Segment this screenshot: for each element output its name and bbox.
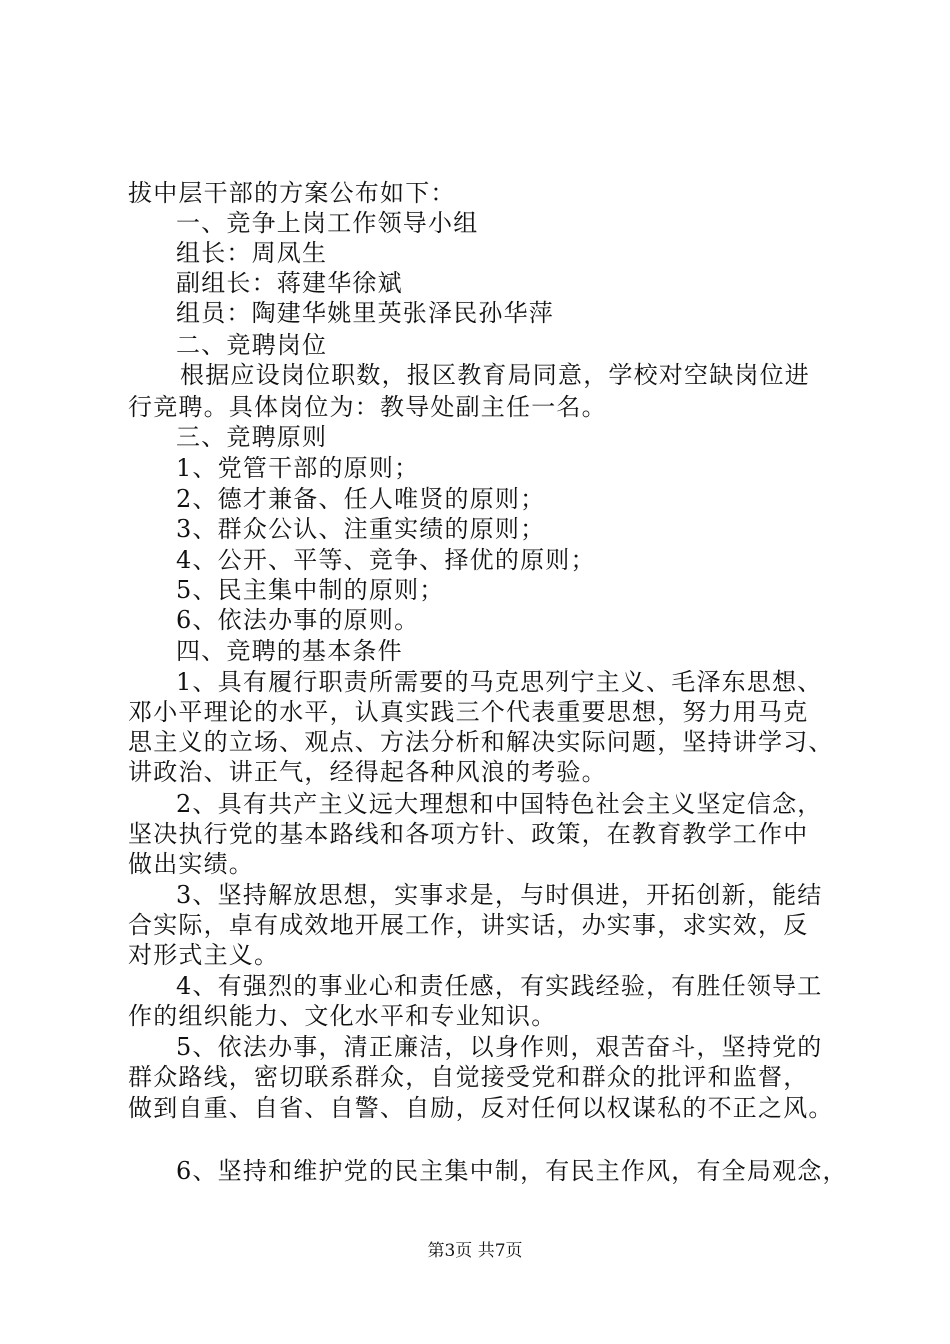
- text-line: 对形式主义。: [128, 941, 280, 969]
- section-heading: 一、竞争上岗工作领导小组: [176, 209, 479, 237]
- text-line: 作的组织能力、文化水平和专业知识。: [128, 1002, 557, 1030]
- list-item: 6、依法办事的原则。: [176, 606, 420, 634]
- text-line: 组员：陶建华姚里英张泽民孙华萍: [176, 299, 554, 327]
- text-line: 合实际，卓有成效地开展工作，讲实话，办实事，求实效，反: [128, 911, 809, 939]
- text-line: 副组长：蒋建华徐斌: [176, 269, 403, 297]
- text-line: 做出实绩。: [128, 850, 254, 878]
- list-item: 1、党管干部的原则；: [176, 454, 420, 482]
- text-line: 5、依法办事，清正廉洁，以身作则，艰苦奋斗，坚持党的: [176, 1033, 823, 1061]
- text-line: 群众路线，密切联系群众，自觉接受党和群众的批评和监督，: [128, 1063, 809, 1091]
- section-heading: 二、竞聘岗位: [176, 331, 328, 359]
- text-line: 思主义的立场、观点、方法分析和解决实际问题，坚持讲学习、: [128, 728, 834, 756]
- text-line: 1、具有履行职责所需要的马克思列宁主义、毛泽东思想、: [176, 668, 823, 696]
- text-line: 4、有强烈的事业心和责任感，有实践经验，有胜任领导工: [176, 972, 823, 1000]
- text-line: 做到自重、自省、自警、自励，反对任何以权谋私的不正之风。: [128, 1094, 834, 1122]
- text-line: 6、坚持和维护党的民主集中制，有民主作风，有全局观念，: [176, 1157, 848, 1185]
- page-number-footer: 第3页 共7页: [427, 1241, 523, 1261]
- list-item: 3、群众公认、注重实绩的原则；: [176, 515, 546, 543]
- text-line: 邓小平理论的水平，认真实践三个代表重要思想，努力用马克: [128, 698, 809, 726]
- text-line: 讲政治、讲正气，经得起各种风浪的考验。: [128, 758, 607, 786]
- list-item: 4、公开、平等、竞争、择优的原则；: [176, 546, 596, 574]
- text-line: 组长：周凤生: [176, 239, 328, 267]
- text-line: 行竞聘。具体岗位为：教导处副主任一名。: [128, 393, 607, 421]
- text-line: 坚决执行党的基本路线和各项方针、政策，在教育教学工作中: [128, 820, 809, 848]
- list-item: 2、德才兼备、任人唯贤的原则；: [176, 485, 546, 513]
- list-item: 5、民主集中制的原则；: [176, 576, 445, 604]
- section-heading: 四、竞聘的基本条件: [176, 637, 403, 665]
- text-line: 根据应设岗位职数，报区教育局同意，学校对空缺岗位进: [180, 361, 810, 389]
- section-heading: 三、竞聘原则: [176, 423, 328, 451]
- text-line: 3、坚持解放思想，实事求是，与时俱进，开拓创新，能结: [176, 881, 823, 909]
- text-line: 2、具有共产主义远大理想和中国特色社会主义坚定信念，: [176, 790, 823, 818]
- text-line: 拔中层干部的方案公布如下：: [128, 179, 456, 207]
